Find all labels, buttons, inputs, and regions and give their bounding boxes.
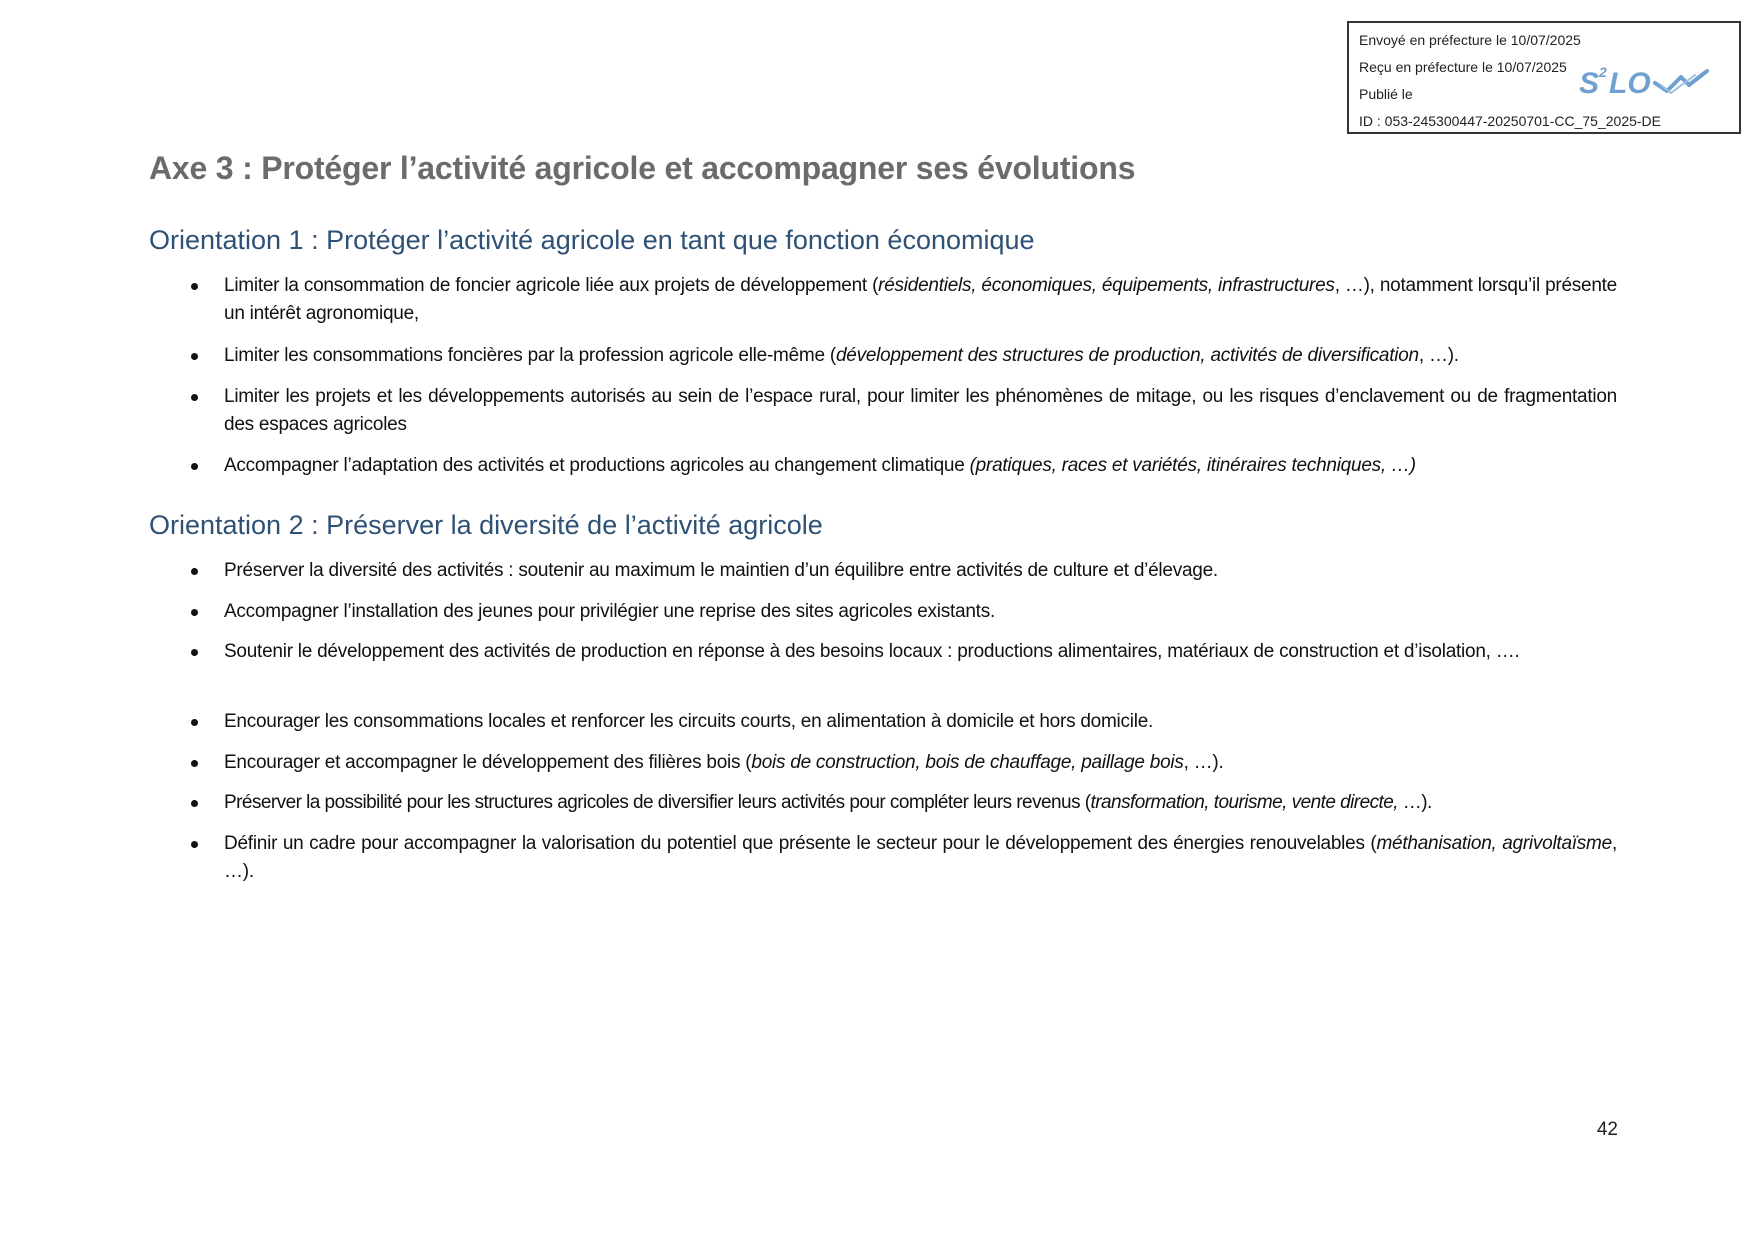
bullet-icon (191, 394, 198, 401)
orientation-2-title: Orientation 2 : Préserver la diversité de l’activité agricole (149, 510, 823, 540)
bullet-icon (191, 353, 198, 360)
svg-text:2: 2 (1599, 64, 1607, 80)
page-title: Axe 3 : Protéger l’activité agricole et accompagner ses évolutions (149, 150, 1136, 186)
list-item: Préserver la possibilité pour les structures agricoles de diversifier leurs activités pour compléter leurs revenus (transformation, tourisme, vente directe, …). (224, 789, 1617, 817)
bullet-icon (191, 609, 198, 616)
list-item: Accompagner l’installation des jeunes pour privilégier une reprise des sites agricoles existants. (224, 598, 1617, 626)
list-item: Encourager et accompagner le développement des filières bois (bois de construction, bois de chauffage, paillage bois, …). (224, 749, 1617, 777)
stamp-sent: Envoyé en préfecture le 10/07/2025 (1359, 32, 1581, 48)
bullet-icon (191, 719, 198, 726)
bullet-icon (191, 568, 198, 575)
list-item: Accompagner l’adaptation des activités et productions agricoles au changement climatique (pratiques, races et variétés, itinéraires techniques, …) (224, 452, 1617, 480)
bullet-icon (191, 760, 198, 767)
bullet-icon (191, 841, 198, 848)
s2lo-logo-icon (1577, 61, 1727, 101)
list-item: Encourager les consommations locales et renforcer les circuits courts, en alimentation à domicile et hors domicile. (224, 708, 1617, 736)
svg-text:S: S (1579, 67, 1600, 100)
list-item: Limiter les consommations foncières par la profession agricole elle-même (développement des structures de production, activités de diversification, …). (224, 342, 1617, 370)
bullet-icon (191, 283, 198, 290)
orientation-1-title: Orientation 1 : Protéger l’activité agricole en tant que fonction économique (149, 225, 1035, 255)
list-item: Limiter la consommation de foncier agricole liée aux projets de développement (résidentiels, économiques, équipements, infrastructures, …), notamment lorsqu’il présente un intérêt agronomique, (224, 272, 1617, 328)
page-number: 42 (1596, 1119, 1618, 1140)
bullet-icon (191, 463, 198, 470)
list-item: Définir un cadre pour accompagner la valorisation du potentiel que présente le secteur pour le développement des énergies renouvelables (méthanisation, agrivoltaïsme, …). (224, 830, 1617, 886)
stamp-id: ID : 053-245300447-20250701-CC_75_2025-DE (1359, 113, 1661, 129)
svg-text:LO: LO (1609, 67, 1651, 100)
stamp-received: Reçu en préfecture le 10/07/2025 (1359, 59, 1567, 75)
list-item: Limiter les projets et les développements autorisés au sein de l’espace rural, pour limiter les phénomènes de mitage, ou les risques d’enclavement ou de fragmentation des espaces agricoles (224, 383, 1617, 439)
prefecture-stamp (1347, 21, 1741, 134)
list-item: Soutenir le développement des activités de production en réponse à des besoins locaux : productions alimentaires, matériaux de construction et d’isolation, …. (224, 638, 1617, 666)
bullet-icon (191, 649, 198, 656)
list-item: Préserver la diversité des activités : soutenir au maximum le maintien d’un équilibre entre activités de culture et d’élevage. (224, 557, 1617, 585)
bullet-icon (191, 800, 198, 807)
stamp-published: Publié le (1359, 86, 1413, 102)
